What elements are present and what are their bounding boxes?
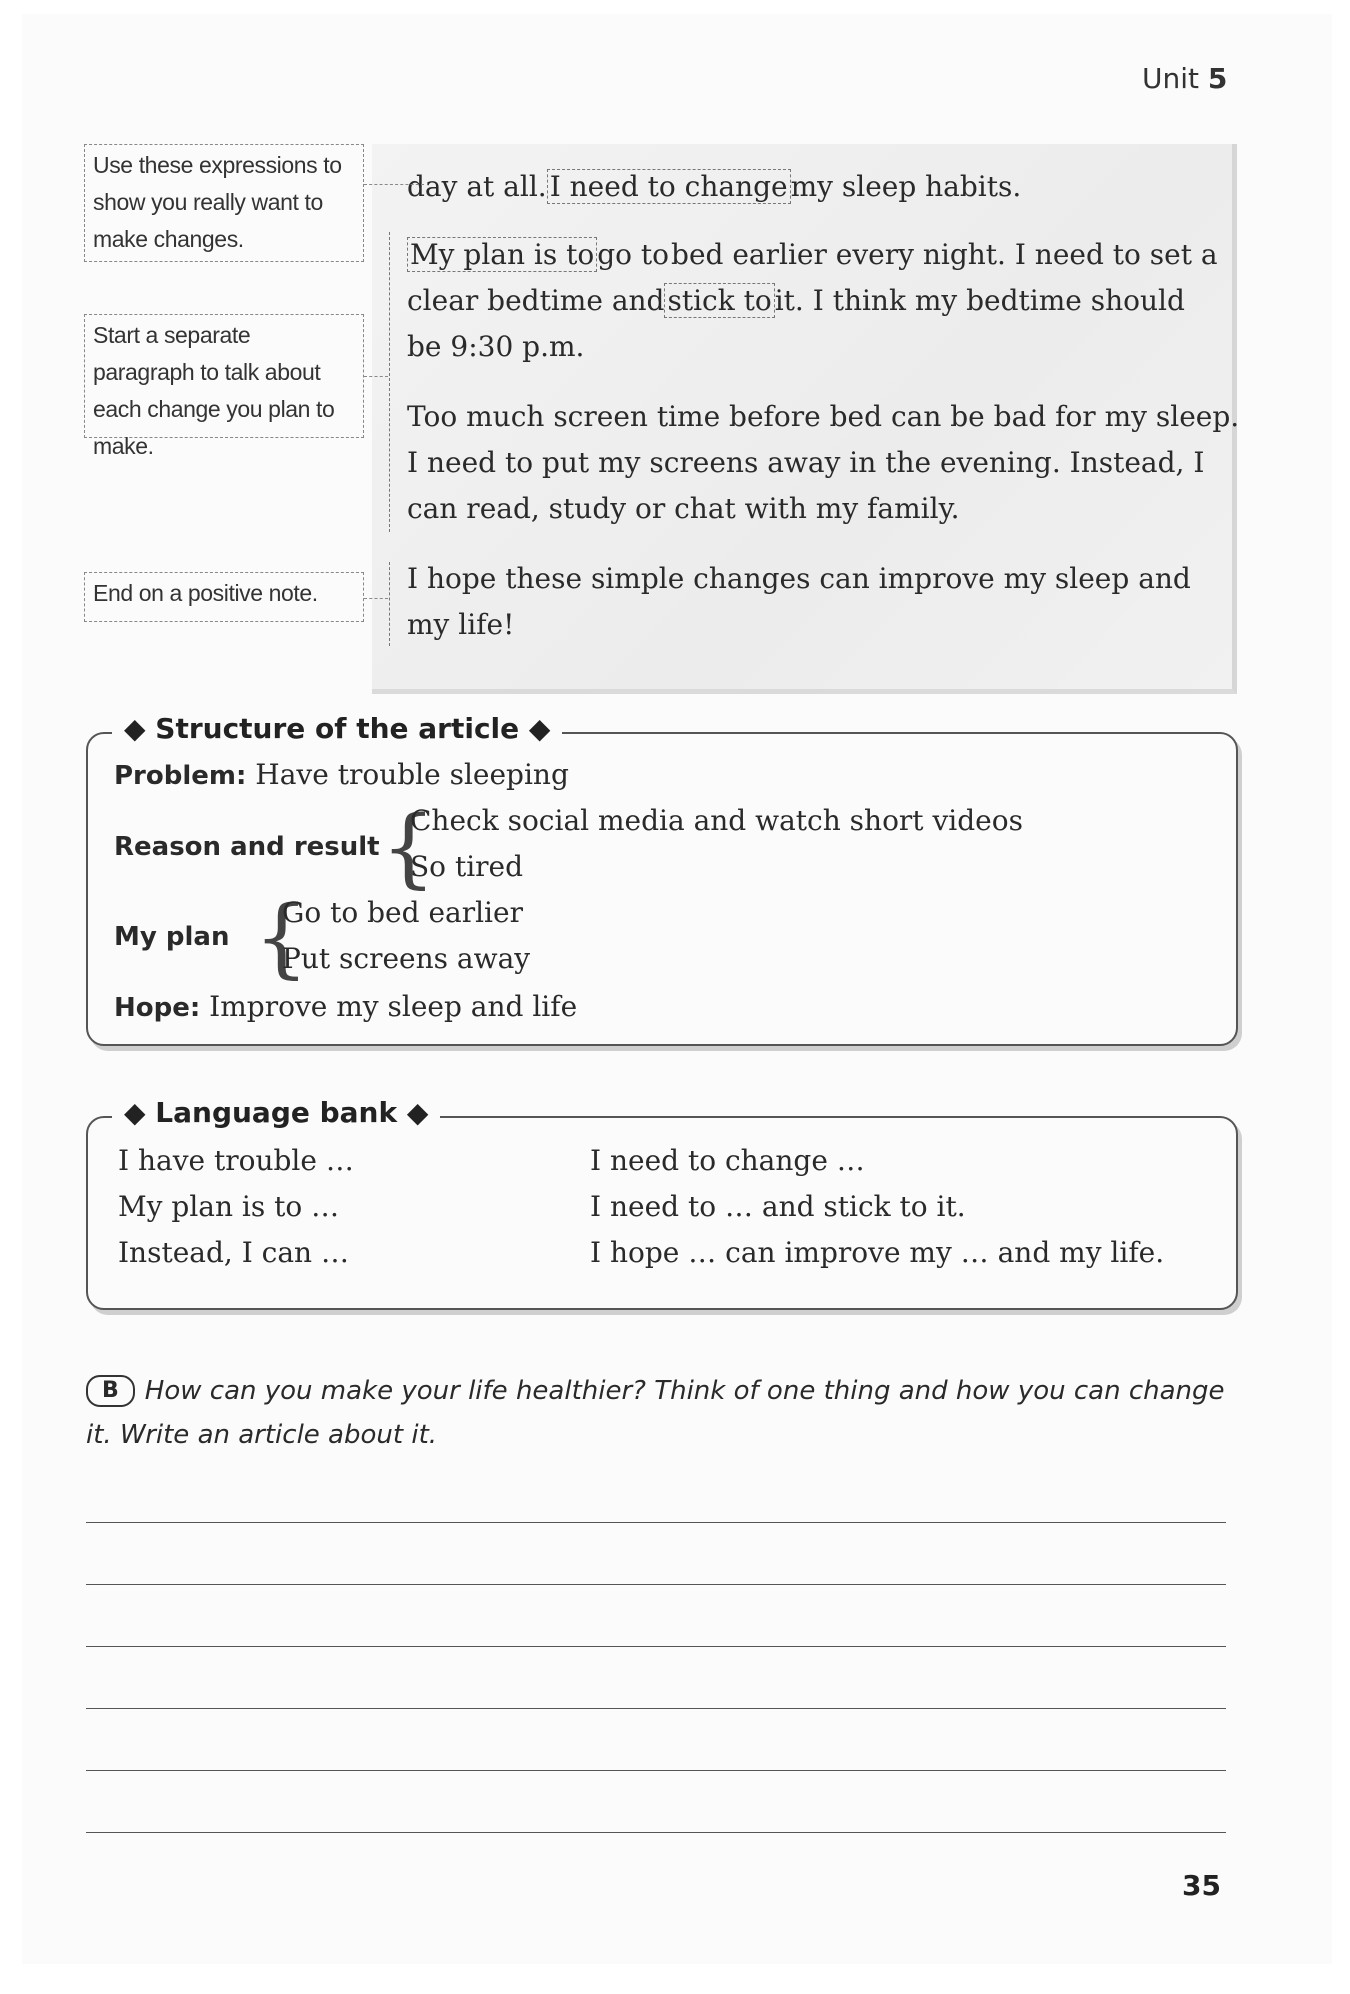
margin-note-paragraphs: Start a separate paragraph to talk about each change you plan to make.	[84, 314, 364, 438]
reason-item-1: Check social media and watch short videos	[410, 804, 1023, 837]
writing-line[interactable]	[86, 1522, 1226, 1523]
highlighted-expression: My plan is to	[407, 237, 597, 272]
curly-brace: {	[254, 888, 309, 988]
writing-line[interactable]	[86, 1646, 1226, 1647]
language-bank-box	[86, 1096, 1238, 1310]
writing-line[interactable]	[86, 1584, 1226, 1585]
structure-title: ◆ Structure of the article ◆	[112, 712, 562, 745]
unit-number: 5	[1207, 62, 1228, 95]
excerpt-text: go to	[597, 238, 670, 271]
highlighted-expression: I need to change	[547, 169, 791, 204]
note-connector	[364, 376, 388, 377]
language-bank-title: ◆ Language bank ◆	[112, 1096, 440, 1129]
excerpt-line-2	[407, 232, 1220, 278]
margin-note-expressions: Use these expressions to show you really want to make changes.	[84, 144, 364, 262]
excerpt-text: day at all.	[407, 170, 547, 203]
paragraph-bracket	[389, 232, 390, 532]
plan-label: My plan	[114, 922, 230, 952]
excerpt-line-5: Too much screen time before bed can be bad for my sleep.	[407, 400, 1240, 433]
writing-line[interactable]	[86, 1770, 1226, 1771]
structure-hope-row	[114, 990, 577, 1023]
page-number: 35	[1182, 1869, 1221, 1902]
language-right-1: I need to change …	[590, 1144, 865, 1177]
highlighted-expression: bed earlier every night. I need to set a	[671, 238, 1218, 271]
excerpt-line-8: I hope these simple changes can improve my sleep and	[407, 562, 1191, 595]
structure-box	[86, 712, 1238, 1046]
unit-word: Unit	[1142, 62, 1199, 95]
language-right-3: I hope … can improve my … and my life.	[590, 1236, 1165, 1269]
problem-label: Problem:	[114, 761, 247, 791]
excerpt-text: it. I think my bedtime should	[774, 284, 1185, 317]
language-left-1: I have trouble …	[118, 1144, 354, 1177]
excerpt-line-9: my life!	[407, 608, 515, 641]
paragraph-bracket	[389, 562, 390, 646]
excerpt-line-3	[407, 278, 1185, 324]
excerpt-line-6: I need to put my screens away in the evening. Instead, I	[407, 446, 1205, 479]
frame-title-rule	[568, 732, 1216, 734]
plan-item-1: Go to bed earlier	[282, 896, 523, 929]
task-b	[86, 1369, 1236, 1457]
task-prompt: How can you make your life healthier? Think of one thing and how you can change it. Write an article about it.	[86, 1376, 1225, 1450]
language-left-3: Instead, I can …	[118, 1236, 349, 1269]
margin-note-positive: End on a positive note.	[84, 572, 364, 622]
reason-item-2: So tired	[410, 850, 524, 883]
unit-label	[1142, 62, 1227, 95]
language-right-2: I need to … and stick to it.	[590, 1190, 966, 1223]
language-left-2: My plan is to …	[118, 1190, 340, 1223]
writing-line[interactable]	[86, 1832, 1226, 1833]
excerpt-line-7: can read, study or chat with my family.	[407, 492, 960, 525]
note-connector	[364, 598, 388, 599]
frame-title-rule	[446, 1116, 1216, 1118]
excerpt-line-4: be 9:30 p.m.	[407, 330, 585, 363]
highlighted-expression: stick to	[664, 283, 774, 318]
structure-problem-row	[114, 758, 569, 791]
hope-value: Improve my sleep and life	[209, 990, 578, 1023]
excerpt-text: clear bedtime and	[407, 284, 665, 317]
reason-label: Reason and result	[114, 832, 380, 862]
hope-label: Hope:	[114, 993, 201, 1023]
worksheet-page	[22, 14, 1332, 1964]
excerpt-line-1	[407, 164, 1021, 210]
task-badge: B	[86, 1375, 135, 1407]
excerpt-text: my sleep habits.	[790, 170, 1022, 203]
problem-value: Have trouble sleeping	[255, 758, 569, 791]
note-connector	[364, 184, 424, 185]
plan-item-2: Put screens away	[282, 942, 531, 975]
curly-brace: {	[381, 798, 436, 898]
writing-line[interactable]	[86, 1708, 1226, 1709]
